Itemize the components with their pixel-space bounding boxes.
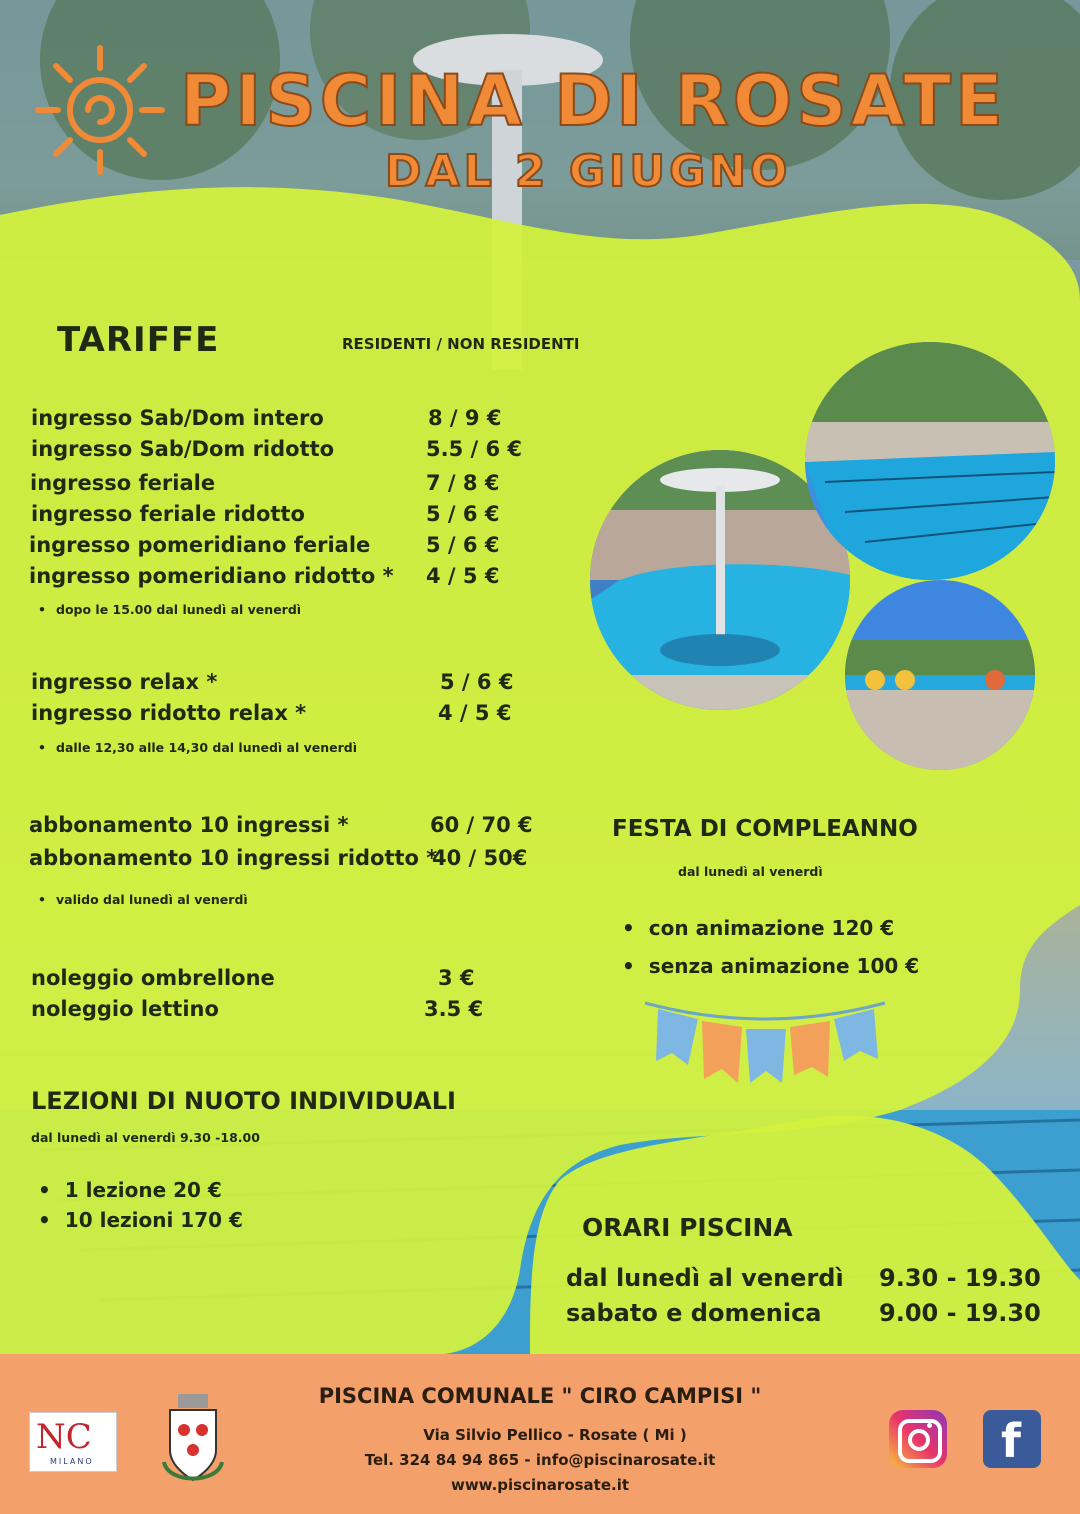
tariff-price: 40 / 50€ <box>432 846 528 870</box>
festa-schedule: dal lunedì al venerdì <box>678 864 823 879</box>
logo-text: NC <box>36 1417 92 1457</box>
orari-days: sabato e domenica <box>566 1299 822 1327</box>
tariff-price: 5 / 6 € <box>426 502 500 526</box>
tariff-price: 5.5 / 6 € <box>426 437 523 461</box>
instagram-icon[interactable] <box>889 1410 947 1468</box>
orari-hours: 9.00 - 19.30 <box>879 1299 1041 1327</box>
festa-heading: FESTA DI COMPLEANNO <box>612 816 918 842</box>
poster-title: PISCINA DI ROSATE <box>180 60 1007 142</box>
footer-contacts: Tel. 324 84 94 865 - info@piscinarosate.it <box>364 1451 716 1469</box>
lezioni-heading: LEZIONI DI NUOTO INDIVIDUALI <box>31 1087 456 1115</box>
tariff-label: abbonamento 10 ingressi ridotto * <box>29 846 438 870</box>
photo-pool-lanes <box>805 342 1055 580</box>
logo-subtitle: MILANO <box>50 1457 94 1466</box>
sun-icon <box>30 40 170 180</box>
tariff-price: 3 € <box>438 966 475 990</box>
nc-milano-logo <box>29 1412 117 1472</box>
tariff-price: 3.5 € <box>424 997 484 1021</box>
tariff-label: noleggio ombrellone <box>31 966 275 990</box>
tariff-label: ingresso pomeridiano feriale <box>29 533 371 557</box>
tariff-price: 4 / 5 € <box>438 701 512 725</box>
tariff-price: 8 / 9 € <box>428 406 502 430</box>
tariff-note: • valido dal lunedì al venerdì <box>38 892 248 907</box>
tariff-note: • dalle 12,30 alle 14,30 dal lunedì al venerdì <box>38 740 357 755</box>
lezioni-schedule: dal lunedì al venerdì 9.30 -18.00 <box>31 1130 260 1145</box>
bunting-icon <box>640 995 890 1095</box>
tariff-price: 5 / 6 € <box>426 533 500 557</box>
tariff-label: ingresso relax * <box>31 670 218 694</box>
tariff-label: ingresso Sab/Dom ridotto <box>31 437 335 461</box>
orari-days: dal lunedì al venerdì <box>566 1264 844 1292</box>
tariff-price: 7 / 8 € <box>426 471 500 495</box>
lezioni-item: • 10 lezioni 170 € <box>38 1208 243 1232</box>
poster-subtitle: DAL 2 GIUGNO <box>385 146 792 197</box>
footer-name: PISCINA COMUNALE " CIRO CAMPISI " <box>318 1384 762 1408</box>
footer <box>0 1354 1080 1514</box>
tariff-price: 60 / 70 € <box>430 813 533 837</box>
footer-website[interactable]: www.piscinarosate.it <box>450 1476 630 1494</box>
tariff-label: noleggio lettino <box>31 997 219 1021</box>
tariff-label: ingresso ridotto relax * <box>31 701 307 725</box>
coat-of-arms-icon <box>158 1392 228 1490</box>
tariff-label: abbonamento 10 ingressi * <box>29 813 349 837</box>
tariff-price: 4 / 5 € <box>426 564 500 588</box>
festa-item: • senza animazione 100 € <box>622 954 919 978</box>
tariff-label: ingresso Sab/Dom intero <box>31 406 324 430</box>
orari-hours: 9.30 - 19.30 <box>879 1264 1041 1292</box>
facebook-icon[interactable]: f <box>983 1410 1041 1468</box>
photo-pool-deck <box>845 580 1035 770</box>
footer-address: Via Silvio Pellico - Rosate ( Mi ) <box>423 1426 687 1444</box>
orari-heading: ORARI PISCINA <box>582 1213 793 1242</box>
tariff-label: ingresso feriale <box>30 471 216 495</box>
tariff-price: 5 / 6 € <box>440 670 514 694</box>
tariffe-columns-label: RESIDENTI / NON RESIDENTI <box>342 335 580 353</box>
lezioni-item: • 1 lezione 20 € <box>38 1178 222 1202</box>
tariff-note: • dopo le 15.00 dal lunedì al venerdì <box>38 602 301 617</box>
tariff-label: ingresso pomeridiano ridotto * <box>29 564 394 588</box>
tariffe-heading: TARIFFE <box>57 320 220 360</box>
festa-item: • con animazione 120 € <box>622 916 894 940</box>
tariff-label: ingresso feriale ridotto <box>31 502 305 526</box>
